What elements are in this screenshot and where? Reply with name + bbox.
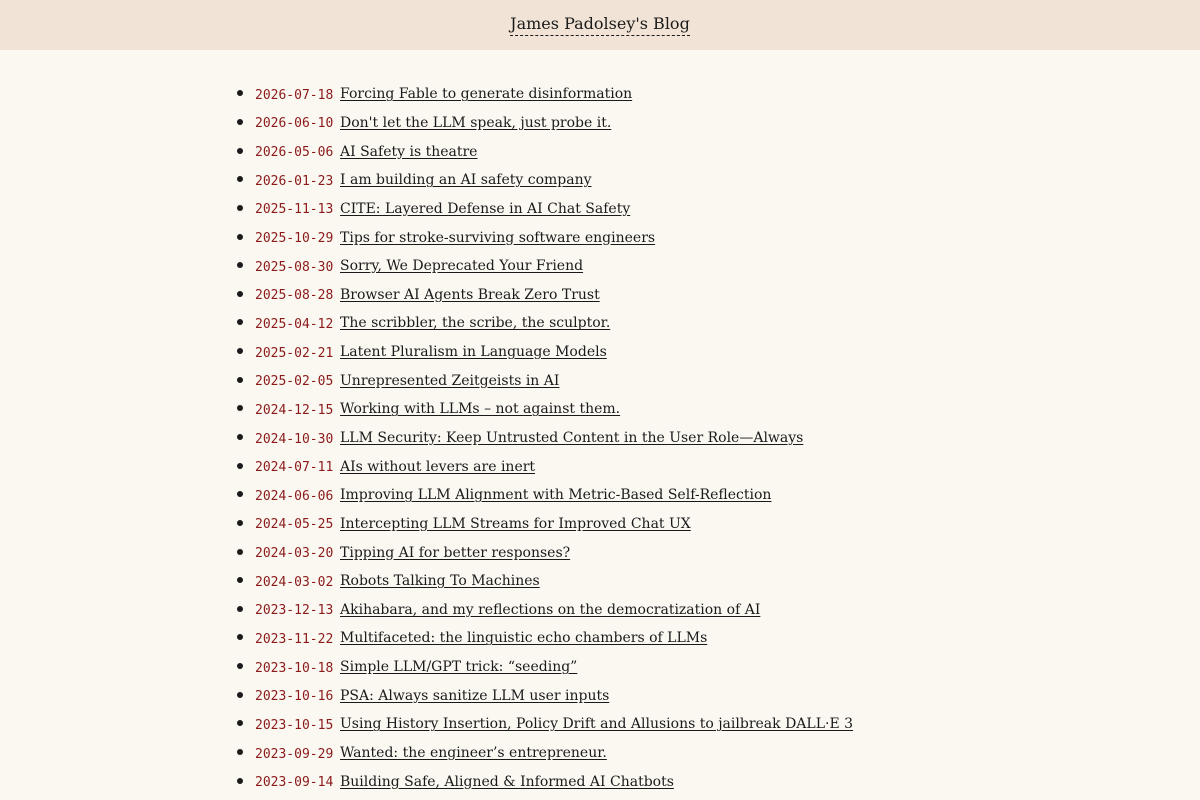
bullet-icon [237,262,243,268]
post-list-item [0,452,1200,481]
post-date: 2024-07-11 [255,460,334,476]
post-date: 2023-10-18 [255,660,334,676]
post-title-link[interactable]: Intercepting LLM Streams for Improved Chat UX [340,515,691,532]
post-date: 2023-10-16 [255,689,334,705]
bullet-icon [237,634,243,640]
post-list-item [0,681,1200,710]
post-title-link[interactable]: Using History Insertion, Policy Drift and Allusions to jailbreak DALL·E 3 [340,716,854,733]
post-list-item [0,510,1200,539]
bullet-icon [237,234,243,240]
site-title-link[interactable]: James Padolsey's Blog [510,14,690,36]
bullet-icon [237,148,243,154]
post-list-item [0,710,1200,739]
post-date: 2025-04-12 [255,316,334,332]
post-title-link[interactable]: Improving LLM Alignment with Metric-Based Self-Reflection [340,487,772,504]
post-date: 2025-08-28 [255,288,334,304]
post-list-item [0,109,1200,138]
post-title-link[interactable]: Building Safe, Aligned & Informed AI Chatbots [340,773,674,790]
post-list [0,80,1200,796]
bullet-icon [237,119,243,125]
bullet-icon [237,749,243,755]
post-date: 2023-09-29 [255,746,334,762]
post-list-item [0,596,1200,625]
post-date: 2024-12-15 [255,402,334,418]
bullet-icon [237,176,243,182]
post-date: 2026-05-06 [255,145,334,161]
bullet-icon [237,577,243,583]
bullet-icon [237,549,243,555]
post-title-link[interactable]: Forcing Fable to generate disinformation [340,86,633,103]
post-list-item [0,137,1200,166]
post-list-item [0,223,1200,252]
post-title-link[interactable]: Multifaceted: the linguistic echo chambers of LLMs [340,630,708,647]
post-date: 2025-08-30 [255,259,334,275]
post-date: 2025-02-21 [255,345,334,361]
post-date: 2023-09-14 [255,775,334,791]
bullet-icon [237,463,243,469]
post-date: 2024-05-25 [255,517,334,533]
post-title-link[interactable]: I am building an AI safety company [340,172,592,189]
post-date: 2026-01-23 [255,173,334,189]
post-title-link[interactable]: Latent Pluralism in Language Models [340,344,607,361]
post-date: 2023-12-13 [255,603,334,619]
bullet-icon [237,520,243,526]
post-list-item [0,424,1200,453]
post-title-link[interactable]: Working with LLMs – not against them. [340,401,621,418]
post-title-link[interactable]: The scribbler, the scribe, the sculptor. [340,315,611,332]
bullet-icon [237,434,243,440]
post-title-link[interactable]: Tips for stroke-surviving software engineers [340,229,656,246]
bullet-icon [237,348,243,354]
post-title-link[interactable]: CITE: Layered Defense in AI Chat Safety [340,200,631,217]
post-list-item [0,366,1200,395]
post-date: 2026-06-10 [255,116,334,132]
post-title-link[interactable]: Browser AI Agents Break Zero Trust [340,286,600,303]
post-date: 2024-10-30 [255,431,334,447]
post-title-link[interactable]: PSA: Always sanitize LLM user inputs [340,687,610,704]
post-date: 2025-11-13 [255,202,334,218]
post-date: 2024-03-02 [255,574,334,590]
post-list-item [0,252,1200,281]
post-list-item [0,395,1200,424]
post-title-link[interactable]: AIs without levers are inert [340,458,536,475]
post-list-item [0,739,1200,768]
bullet-icon [237,90,243,96]
post-list-item [0,624,1200,653]
post-list-item [0,538,1200,567]
post-list-item [0,280,1200,309]
post-title-link[interactable]: Robots Talking To Machines [340,573,540,590]
post-title-link[interactable]: Simple LLM/GPT trick: “seeding” [340,659,578,676]
site-header [0,0,1200,50]
post-title-link[interactable]: Unrepresented Zeitgeists in AI [340,372,560,389]
post-date: 2025-02-05 [255,374,334,390]
bullet-icon [237,291,243,297]
post-list-item [0,80,1200,109]
post-list-item [0,166,1200,195]
post-date: 2023-10-15 [255,717,334,733]
post-list-item [0,309,1200,338]
bullet-icon [237,720,243,726]
post-title-link[interactable]: Tipping AI for better responses? [340,544,571,561]
bullet-icon [237,405,243,411]
post-date: 2024-03-20 [255,546,334,562]
post-list-item [0,338,1200,367]
bullet-icon [237,663,243,669]
post-title-link[interactable]: AI Safety is theatre [340,143,478,160]
post-date: 2023-11-22 [255,631,334,647]
post-title-link[interactable]: Wanted: the engineer’s entrepreneur. [340,745,607,762]
post-list-item [0,653,1200,682]
post-title-link[interactable]: Akihabara, and my reflections on the democratization of AI [340,601,761,618]
bullet-icon [237,692,243,698]
post-list-item [0,481,1200,510]
post-date: 2025-10-29 [255,231,334,247]
bullet-icon [237,205,243,211]
post-title-link[interactable]: Don't let the LLM speak, just probe it. [340,114,612,131]
post-title-link[interactable]: Sorry, We Deprecated Your Friend [340,258,584,275]
post-date: 2026-07-18 [255,87,334,103]
post-list-item [0,195,1200,224]
post-date: 2024-06-06 [255,488,334,504]
bullet-icon [237,319,243,325]
post-title-link[interactable]: LLM Security: Keep Untrusted Content in the User Role—Always [340,430,804,446]
bullet-icon [237,606,243,612]
post-list-item [0,767,1200,796]
post-list-item [0,567,1200,596]
bullet-icon [237,377,243,383]
bullet-icon [237,778,243,784]
bullet-icon [237,491,243,497]
